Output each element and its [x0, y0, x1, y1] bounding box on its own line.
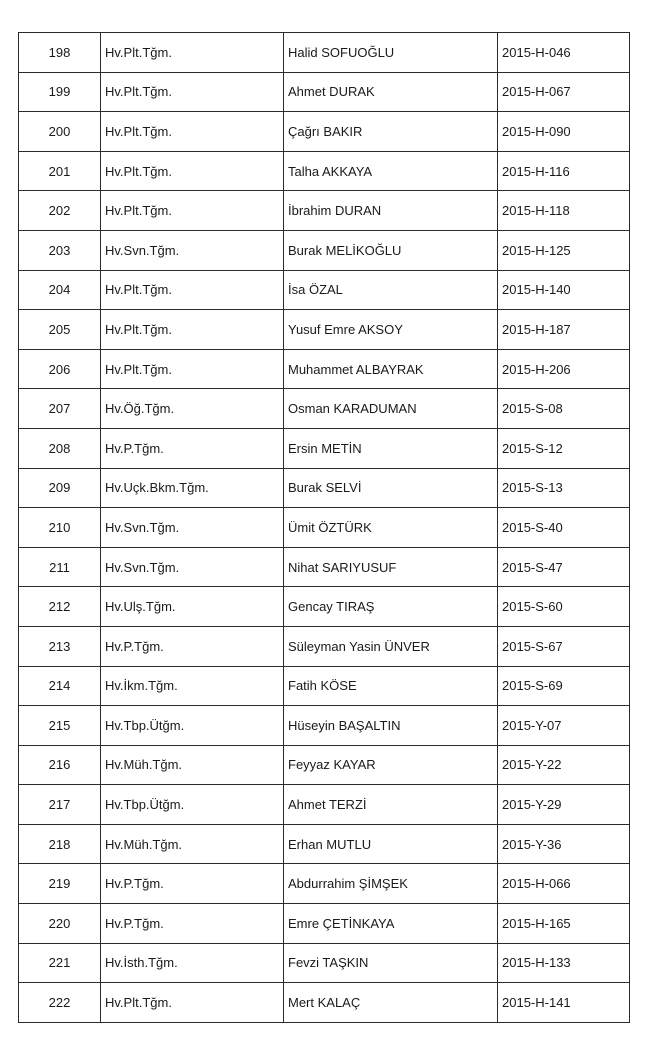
- name-cell: Feyyaz KAYAR: [284, 745, 498, 785]
- code-cell: 2015-H-141: [498, 983, 630, 1023]
- rank-cell: Hv.P.Tğm.: [101, 428, 284, 468]
- rank-cell: Hv.Ulş.Tğm.: [101, 587, 284, 627]
- row-number: 204: [19, 270, 101, 310]
- name-cell: İsa ÖZAL: [284, 270, 498, 310]
- table-row: [19, 112, 630, 152]
- row-number: 199: [19, 72, 101, 112]
- row-number: 219: [19, 864, 101, 904]
- rank-cell: Hv.Uçk.Bkm.Tğm.: [101, 468, 284, 508]
- name-cell: Muhammet ALBAYRAK: [284, 349, 498, 389]
- code-cell: 2015-S-60: [498, 587, 630, 627]
- code-cell: 2015-H-090: [498, 112, 630, 152]
- table-row: [19, 706, 630, 746]
- name-cell: Ersin METİN: [284, 428, 498, 468]
- name-cell: Halid SOFUOĞLU: [284, 33, 498, 73]
- code-cell: 2015-S-13: [498, 468, 630, 508]
- row-number: 210: [19, 508, 101, 548]
- table-row: [19, 587, 630, 627]
- code-cell: 2015-S-08: [498, 389, 630, 429]
- rank-cell: Hv.P.Tğm.: [101, 904, 284, 944]
- name-cell: Nihat SARIYUSUF: [284, 547, 498, 587]
- table-row: [19, 349, 630, 389]
- code-cell: 2015-H-165: [498, 904, 630, 944]
- name-cell: Fevzi TAŞKIN: [284, 943, 498, 983]
- name-cell: Talha AKKAYA: [284, 151, 498, 191]
- rank-cell: Hv.Müh.Tğm.: [101, 824, 284, 864]
- code-cell: 2015-H-066: [498, 864, 630, 904]
- name-cell: Burak SELVİ: [284, 468, 498, 508]
- rank-cell: Hv.Plt.Tğm.: [101, 191, 284, 231]
- row-number: 222: [19, 983, 101, 1023]
- table-row: [19, 191, 630, 231]
- name-cell: Süleyman Yasin ÜNVER: [284, 626, 498, 666]
- name-cell: Erhan MUTLU: [284, 824, 498, 864]
- table-row: [19, 983, 630, 1023]
- code-cell: 2015-H-133: [498, 943, 630, 983]
- name-cell: Mert KALAÇ: [284, 983, 498, 1023]
- rank-cell: Hv.Plt.Tğm.: [101, 349, 284, 389]
- personnel-table: [18, 32, 630, 1023]
- rank-cell: Hv.Plt.Tğm.: [101, 310, 284, 350]
- rank-cell: Hv.Tbp.Ütğm.: [101, 785, 284, 825]
- row-number: 216: [19, 745, 101, 785]
- table-row: [19, 508, 630, 548]
- name-cell: Osman KARADUMAN: [284, 389, 498, 429]
- name-cell: Yusuf Emre AKSOY: [284, 310, 498, 350]
- rank-cell: Hv.Öğ.Tğm.: [101, 389, 284, 429]
- row-number: 201: [19, 151, 101, 191]
- table-row: [19, 626, 630, 666]
- name-cell: Fatih KÖSE: [284, 666, 498, 706]
- name-cell: Ahmet TERZİ: [284, 785, 498, 825]
- table-row: [19, 151, 630, 191]
- table-row: [19, 943, 630, 983]
- rank-cell: Hv.Müh.Tğm.: [101, 745, 284, 785]
- row-number: 217: [19, 785, 101, 825]
- code-cell: 2015-S-12: [498, 428, 630, 468]
- table-row: [19, 468, 630, 508]
- name-cell: Burak MELİKOĞLU: [284, 230, 498, 270]
- table-row: [19, 785, 630, 825]
- row-number: 212: [19, 587, 101, 627]
- table-row: [19, 824, 630, 864]
- table-row: [19, 745, 630, 785]
- code-cell: 2015-Y-29: [498, 785, 630, 825]
- row-number: 209: [19, 468, 101, 508]
- code-cell: 2015-Y-07: [498, 706, 630, 746]
- table-row: [19, 389, 630, 429]
- row-number: 206: [19, 349, 101, 389]
- table-row: [19, 904, 630, 944]
- rank-cell: Hv.Plt.Tğm.: [101, 72, 284, 112]
- table-row: [19, 230, 630, 270]
- name-cell: Çağrı BAKIR: [284, 112, 498, 152]
- row-number: 220: [19, 904, 101, 944]
- table-row: [19, 72, 630, 112]
- name-cell: Abdurrahim ŞİMŞEK: [284, 864, 498, 904]
- rank-cell: Hv.Plt.Tğm.: [101, 151, 284, 191]
- table-row: [19, 666, 630, 706]
- code-cell: 2015-H-116: [498, 151, 630, 191]
- name-cell: İbrahim DURAN: [284, 191, 498, 231]
- rank-cell: Hv.Svn.Tğm.: [101, 508, 284, 548]
- rank-cell: Hv.Svn.Tğm.: [101, 230, 284, 270]
- code-cell: 2015-Y-36: [498, 824, 630, 864]
- name-cell: Ahmet DURAK: [284, 72, 498, 112]
- rank-cell: Hv.Tbp.Ütğm.: [101, 706, 284, 746]
- name-cell: Hüseyin BAŞALTIN: [284, 706, 498, 746]
- personnel-table-body: [19, 33, 630, 1023]
- row-number: 198: [19, 33, 101, 73]
- row-number: 221: [19, 943, 101, 983]
- rank-cell: Hv.Plt.Tğm.: [101, 33, 284, 73]
- name-cell: Ümit ÖZTÜRK: [284, 508, 498, 548]
- row-number: 218: [19, 824, 101, 864]
- code-cell: 2015-S-40: [498, 508, 630, 548]
- row-number: 200: [19, 112, 101, 152]
- table-row: [19, 270, 630, 310]
- code-cell: 2015-S-67: [498, 626, 630, 666]
- code-cell: 2015-H-187: [498, 310, 630, 350]
- row-number: 207: [19, 389, 101, 429]
- code-cell: 2015-Y-22: [498, 745, 630, 785]
- row-number: 203: [19, 230, 101, 270]
- name-cell: Gencay TIRAŞ: [284, 587, 498, 627]
- row-number: 205: [19, 310, 101, 350]
- code-cell: 2015-H-125: [498, 230, 630, 270]
- row-number: 202: [19, 191, 101, 231]
- rank-cell: Hv.İkm.Tğm.: [101, 666, 284, 706]
- rank-cell: Hv.P.Tğm.: [101, 864, 284, 904]
- row-number: 208: [19, 428, 101, 468]
- rank-cell: Hv.Plt.Tğm.: [101, 270, 284, 310]
- code-cell: 2015-S-47: [498, 547, 630, 587]
- row-number: 214: [19, 666, 101, 706]
- code-cell: 2015-S-69: [498, 666, 630, 706]
- code-cell: 2015-H-118: [498, 191, 630, 231]
- table-row: [19, 33, 630, 73]
- table-row: [19, 547, 630, 587]
- rank-cell: Hv.P.Tğm.: [101, 626, 284, 666]
- table-row: [19, 864, 630, 904]
- row-number: 215: [19, 706, 101, 746]
- rank-cell: Hv.İsth.Tğm.: [101, 943, 284, 983]
- rank-cell: Hv.Plt.Tğm.: [101, 112, 284, 152]
- row-number: 211: [19, 547, 101, 587]
- code-cell: 2015-H-140: [498, 270, 630, 310]
- code-cell: 2015-H-067: [498, 72, 630, 112]
- code-cell: 2015-H-206: [498, 349, 630, 389]
- table-row: [19, 310, 630, 350]
- code-cell: 2015-H-046: [498, 33, 630, 73]
- rank-cell: Hv.Svn.Tğm.: [101, 547, 284, 587]
- name-cell: Emre ÇETİNKAYA: [284, 904, 498, 944]
- row-number: 213: [19, 626, 101, 666]
- rank-cell: Hv.Plt.Tğm.: [101, 983, 284, 1023]
- table-row: [19, 428, 630, 468]
